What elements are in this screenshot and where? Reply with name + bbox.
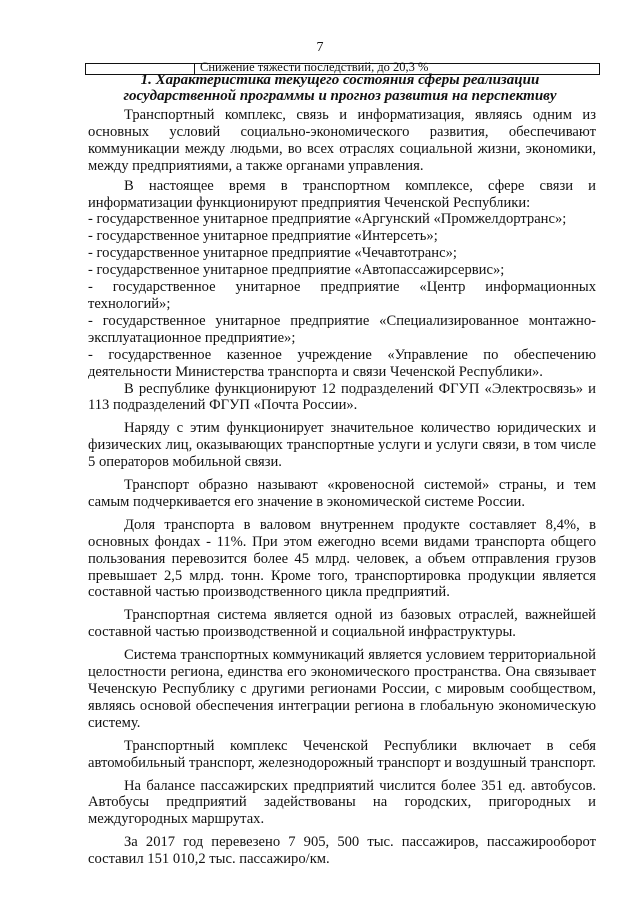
section-heading-line-1: 1. Характеристика текущего состояния сферы реализации [140,72,540,88]
list-item-enterprise: - государственное унитарное предприятие «Чечавтотранс»; [88,245,457,262]
section-heading-line-2: государственной программы и прогноз развития на перспективу [123,88,557,104]
list-item-enterprise: - государственное унитарное предприятие «Аргунский «Промжелдортранс»; [88,211,567,228]
list-item-enterprise: - государственное унитарное предприятие «Автопассажирсервис»; [88,262,505,279]
paragraph-base-industry: Транспортная система является одной из базовых отраслей, важнейшей составной частью производственной и социальной инфраструктуры. [88,607,596,641]
list-item-enterprise: - государственное унитарное предприятие «Центр информационных технологий»; [88,279,596,312]
table-cell-text: Снижение тяжести последствий, до 20,3 % [200,60,429,74]
paragraph-operators: Наряду с этим функционирует значительное количество юридических и физических лиц, оказывающих транспортные услуги и услуги связи, в том числе 5 операторов мобильной связи. [88,420,596,471]
paragraph-passengers-2017: За 2017 год перевезено 7 905, 500 тыс. пассажиров, пассажирооборот составил 151 010,2 тыс. пассажиро/км. [88,834,596,868]
list-item-enterprise: - государственное унитарное предприятие «Интерсеть»; [88,228,438,245]
list-item-enterprise: - государственное казенное учреждение «Управление по обеспечению деятельности Министерства транспорта и связи Чеченской Республики». [88,346,596,380]
section-heading [90,72,590,104]
paragraph-buses: На балансе пассажирских предприятий числится более 351 ед. автобусов. Автобусы предприятий задействованы на городских, пригородных и междугородных маршрутах. [88,777,596,828]
paragraph-circulatory-system: Транспорт образно называют «кровеносной системой» страны, и тем самым подчеркивается его значение в экономической системе России. [88,477,596,510]
list-item-enterprise: - государственное унитарное предприятие «Специализированное монтажно-эксплуатационное предприятие»; [88,312,596,346]
paragraph-subdivisions: В республике функционируют 12 подразделений ФГУП «Электросвязь» и 113 подразделений ФГУП «Почта России». [88,380,596,414]
paragraph-transport-complex: Транспортный комплекс, связь и информатизация, являясь одним из основных условий социально-экономического развития, обеспечивают коммуникации между людьми, во всех отраслях социальной жизни, экономики, между предприятиями, а также органами управления. [88,107,596,174]
paragraph-transport-types: Транспортный комплекс Чеченской Республики включает в себя автомобильный транспорт, железнодорожный транспорт и воздушный транспорт. [88,737,596,771]
page-number: 7 [316,40,324,55]
paragraph-gdp-share: Доля транспорта в валовом внутреннем продукте составляет 8,4%, в основных фондах - 11%. При этом ежегодно всеми видами транспорта общего пользования перевозится более 45 млрд. человек, а объем отправления грузов превышает 2,5 млрд. тонн. Кроме того, транспортировка продукции является составной частью производственного цикла предприятий. [88,516,596,601]
document-body [88,107,596,868]
paragraph-enterprises-intro: В настоящее время в транспортном комплексе, сфере связи и информатизации функционируют предприятия Чеченской Республики: [88,177,596,211]
paragraph-communications-system: Система транспортных коммуникаций является условием территориальной целостности региона, единства его экономического пространства. Она связывает Чеченскую Республику с другими регионами России, с мировым сообществом, являясь основой обеспечения интеграции региона в глобальную экономическую систему. [88,647,596,731]
